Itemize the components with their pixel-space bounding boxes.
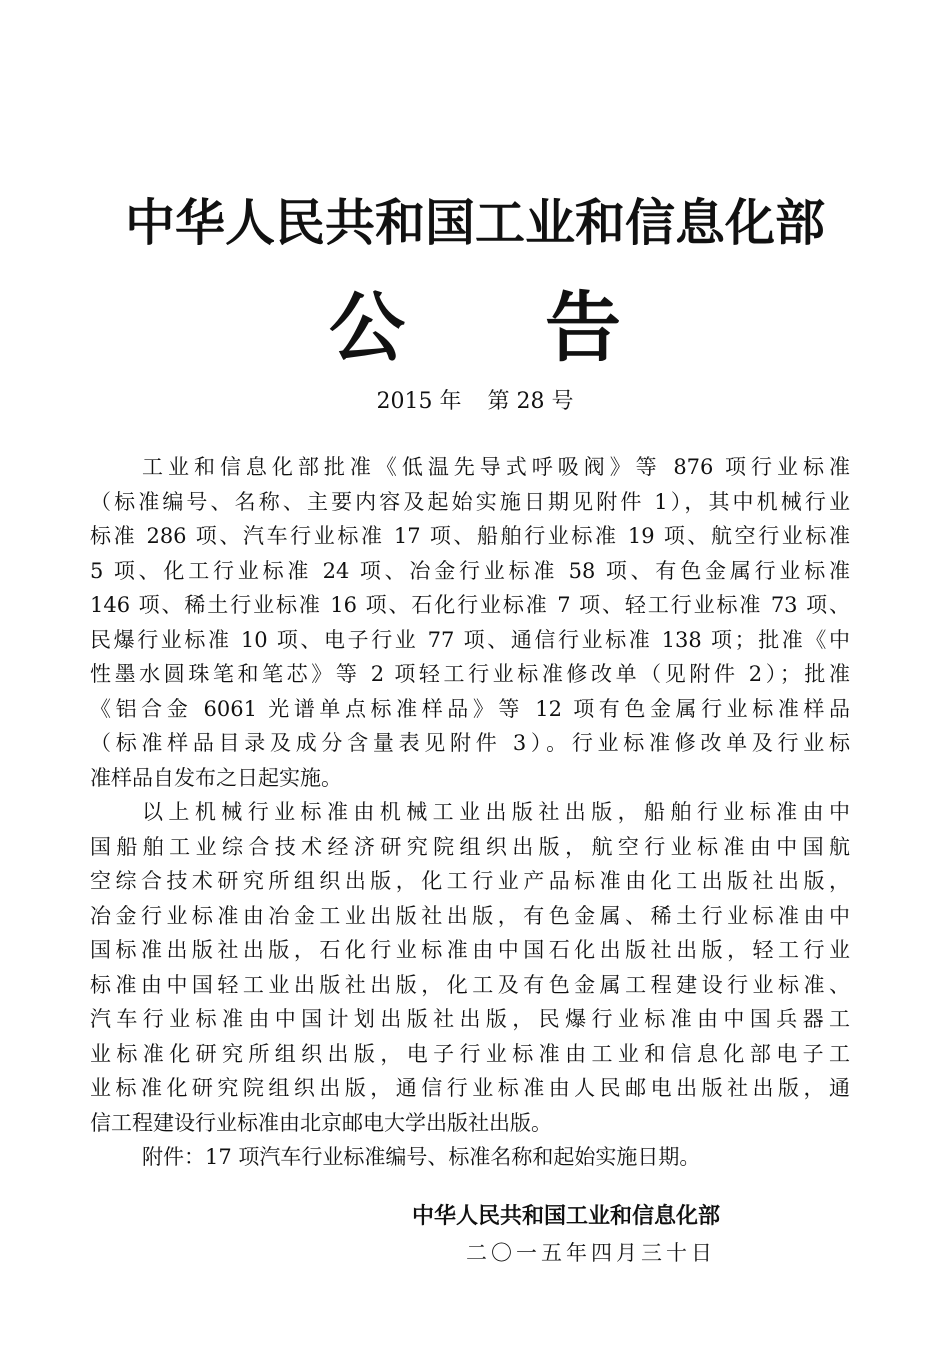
ministry-title: 中华人民共和国工业和信息化部 bbox=[125, 194, 825, 252]
paragraph-2-line: 业标准化研究所组织出版，电子行业标准由工业和信息化部电子工 bbox=[90, 1041, 850, 1066]
paragraph-2-line: 国标准出版社出版，石化行业标准由中国石化出版社出版，轻工行业 bbox=[90, 938, 850, 962]
paragraph-2-line: 业标准化研究院组织出版，通信行业标准由人民邮电出版社出版，通 bbox=[90, 1076, 850, 1100]
signature-date: 二〇一五年四月三十日 bbox=[466, 1241, 716, 1265]
paragraph-1-line: （标准样品目录及成分含量表见附件 3）。行业标准修改单及行业标 bbox=[90, 731, 850, 755]
notice-body bbox=[90, 450, 850, 1175]
paragraph-1-line: 准样品自发布之日起实施。 bbox=[90, 765, 342, 790]
attachment-line: 附件：17 项汽车行业标准编号、标准名称和起始实施日期。 bbox=[142, 1145, 701, 1169]
paragraph-2-line: 冶金行业标准由冶金工业出版社出版，有色金属、稀土行业标准由中 bbox=[90, 903, 850, 928]
paragraph-1-line: 民爆行业标准 10 项、电子行业 77 项、通信行业标准 138 项；批准《中 bbox=[90, 627, 850, 652]
paragraph-1-line: 工业和信息化部批准《低温先导式呼吸阀》等 876 项行业标准 bbox=[142, 455, 850, 479]
notice-year: 2015 年 bbox=[376, 389, 462, 414]
paragraph-2-line: 标准由中国轻工业出版社出版，化工及有色金属工程建设行业标准、 bbox=[90, 972, 850, 997]
paragraph-1-line: 《铝合金 6061 光谱单点标准样品》等 12 项有色金属行业标准样品 bbox=[90, 696, 850, 721]
paragraph-2-line: 以上机械行业标准由机械工业出版社出版，船舶行业标准由中 bbox=[142, 800, 850, 824]
paragraph-1-line: 146 项、稀土行业标准 16 项、石化行业标准 7 项、轻工行业标准 73 项、 bbox=[90, 593, 850, 617]
paragraph-1-line: （标准编号、名称、主要内容及起始实施日期见附件 1），其中机械行业 bbox=[90, 489, 850, 514]
paragraph-1-line: 标准 286 项、汽车行业标准 17 项、船舶行业标准 19 项、航空行业标准 bbox=[90, 524, 850, 548]
notice-title bbox=[0, 283, 950, 373]
paragraph-2-line: 国船舶工业综合技术经济研究院组织出版，航空行业标准由中国航 bbox=[90, 834, 850, 859]
paragraph-1-line: 性墨水圆珠笔和笔芯》等 2 项轻工行业标准修改单（见附件 2）；批准 bbox=[90, 662, 850, 686]
paragraph-2-line: 信工程建设行业标准由北京邮电大学出版社出版。 bbox=[90, 1110, 552, 1135]
notice-title-char-2: 告 bbox=[545, 283, 621, 372]
notice-title-char-1: 公 bbox=[329, 283, 405, 372]
paragraph-2-line: 空综合技术研究所组织出版，化工行业产品标准由化工出版社出版， bbox=[90, 869, 850, 893]
paragraph-2-line: 汽车行业标准由中国计划出版社出版，民爆行业标准由中国兵器工 bbox=[90, 1007, 850, 1031]
notice-number bbox=[0, 385, 950, 419]
notice-issue-number: 第 28 号 bbox=[487, 389, 574, 414]
paragraph-1-line: 5 项、化工行业标准 24 项、冶金行业标准 58 项、有色金属行业标准 bbox=[90, 558, 850, 583]
signature-organization: 中华人民共和国工业和信息化部 bbox=[412, 1204, 721, 1229]
